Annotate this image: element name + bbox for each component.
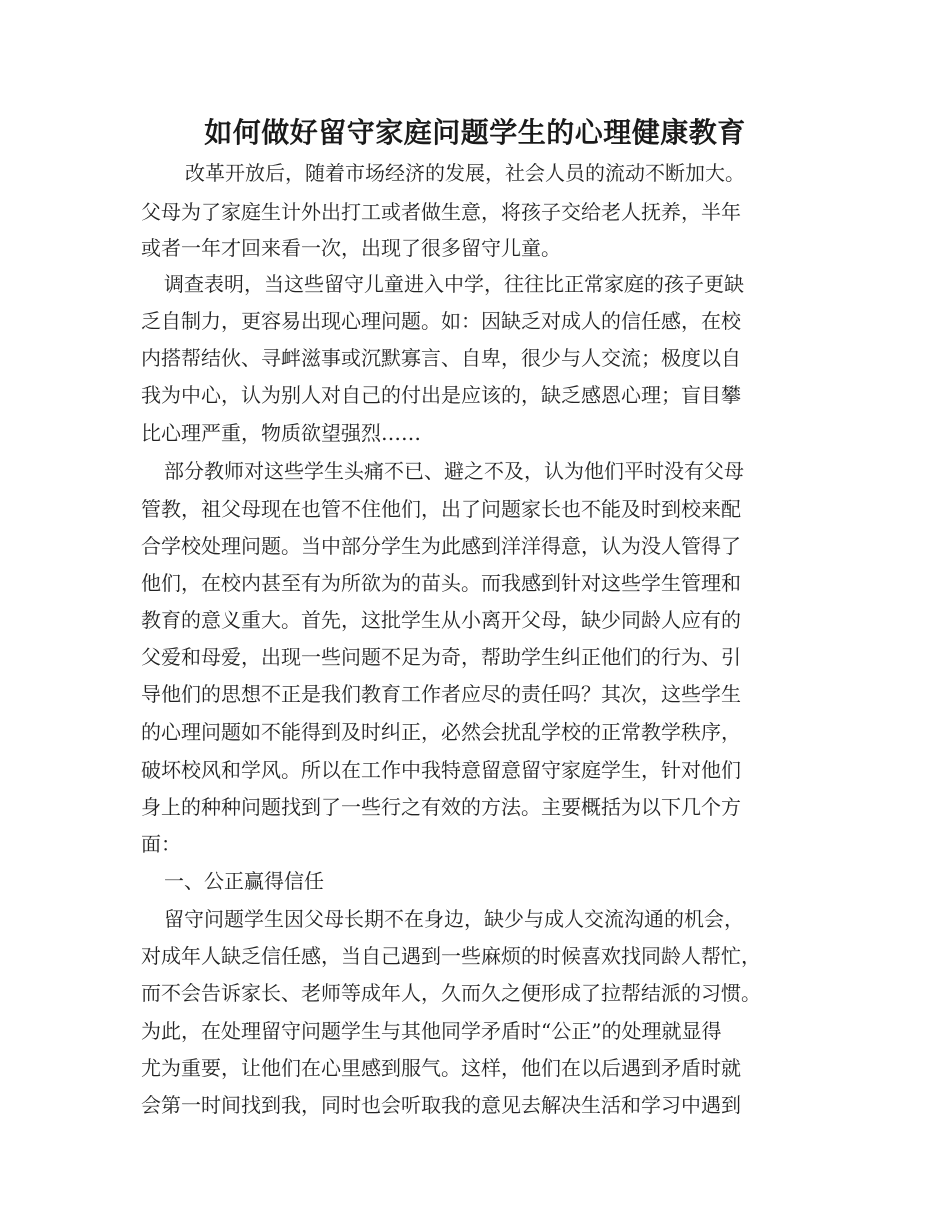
- body-line: 管教，祖父母现在也管不住他们，出了问题家长也不能及时到校来配: [141, 497, 741, 521]
- body-line: 对成年人缺乏信任感，当自己遇到一些麻烦的时候喜欢找同龄人帮忙，: [141, 944, 761, 968]
- body-line: 导他们的思想不正是我们教育工作者应尽的责任吗？其次，这些学生: [141, 682, 741, 706]
- section-heading: 一、公正赢得信任: [164, 869, 324, 893]
- body-line: 为此，在处理留守问题学生与其他同学矛盾时“公正”的处理就显得: [141, 1019, 722, 1043]
- document-title: 如何做好留守家庭问题学生的心理健康教育: [204, 116, 746, 149]
- body-line: 合学校处理问题。当中部分学生为此感到洋洋得意，认为没人管得了: [141, 534, 741, 558]
- body-line: 部分教师对这些学生头痛不已、避之不及，认为他们平时没有父母: [164, 459, 744, 483]
- body-line: 而不会告诉家长、老师等成年人，久而久之便形成了拉帮结派的习惯。: [141, 981, 761, 1005]
- body-line: 父爱和母爱，出现一些问题不足为奇，帮助学生纠正他们的行为、引: [141, 645, 741, 669]
- body-line: 内搭帮结伙、寻衅滋事或沉默寡言、自卑，很少与人交流；极度以自: [141, 346, 741, 370]
- body-line: 尤为重要，让他们在心里感到服气。这样，他们在以后遇到矛盾时就: [141, 1056, 741, 1080]
- body-line: 或者一年才回来看一次，出现了很多留守儿童。: [141, 236, 561, 260]
- body-line: 他们，在校内甚至有为所欲为的苗头。而我感到针对这些学生管理和: [141, 571, 741, 595]
- body-line: 乏自制力，更容易出现心理问题。如：因缺乏对成人的信任感，在校: [141, 309, 741, 333]
- body-line: 留守问题学生因父母长期不在身边，缺少与成人交流沟通的机会，: [164, 907, 744, 931]
- body-line: 身上的种种问题找到了一些行之有效的方法。主要概括为以下几个方: [141, 795, 741, 819]
- body-line: 我为中心，认为别人对自己的付出是应该的，缺乏感恩心理；盲目攀: [141, 383, 741, 407]
- body-line: 教育的意义重大。首先，这批学生从小离开父母，缺少同龄人应有的: [141, 608, 741, 632]
- body-line: 会第一时间找到我，同时也会听取我的意见去解决生活和学习中遇到: [141, 1093, 741, 1117]
- body-line: 面：: [141, 832, 181, 856]
- body-line: 比心理严重，物质欲望强烈……: [141, 421, 421, 445]
- body-line: 改革开放后，随着市场经济的发展，社会人员的流动不断加大。: [185, 161, 745, 185]
- body-line: 父母为了家庭生计外出打工或者做生意，将孩子交给老人抚养，半年: [141, 200, 741, 224]
- body-line: 破坏校风和学风。所以在工作中我特意留意留守家庭学生，针对他们: [141, 758, 741, 782]
- body-line: 的心理问题如不能得到及时纠正，必然会扰乱学校的正常教学秩序，: [141, 720, 741, 744]
- body-line: 调查表明，当这些留守儿童进入中学，往往比正常家庭的孩子更缺: [164, 272, 744, 296]
